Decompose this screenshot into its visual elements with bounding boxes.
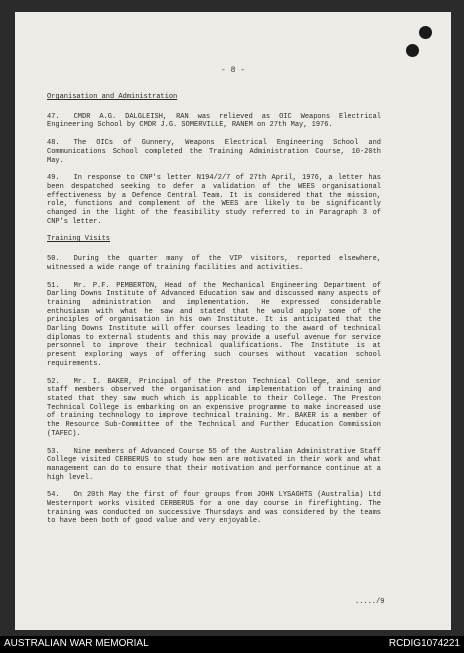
punch-hole [406,44,419,57]
section-heading: Organisation and Administration [47,93,178,101]
paragraph-number: 47. [47,112,60,121]
paragraph-number: 49. [47,174,60,183]
paragraph [47,282,381,369]
document-page [15,12,451,630]
paragraph-text: On 20th May the first of four groups from JOHN LYSAGHTS (Australia) Ltd Westernport works visited CERBERUS for a one day course in firefighting. The training was conducted on successive Thursdays and was considered by the teams to have been both of good value and very enjoyable. [47,491,381,526]
paragraph-text: Nine members of Advanced Course 55 of the Australian Administrative Staff College visited CERBERUS to study how men are motivated in their work and what management can do to ensure that their motivation and performance continue at a high level. [47,447,381,482]
paragraph-text: Mr. I. BAKER, Principal of the Preston Technical College, and senior staff members observed the organisation and implementation of training and stated that they saw much which is applicable to their College. The Preston Technical College is embarking on an expensive programme to make increased use of training technology to improve technical training. Mr. BAKER is a member of the Resource Sub-Committee of the Technical and Further Education Commission (TAFEC). [47,377,381,438]
paragraph [47,174,381,226]
paragraph [47,139,381,165]
paragraph-text: In response to CNP's letter N194/2/7 of 27th April, 1976, a letter has been despatched seeking to defer a validation of the WEES organisational effectiveness by a Defence Central Team. It is considered that the mission, role, functions and complement of the WEES are likely to be significantly changed in the light of the feasibility study referred to in Paragraph 3 of CNP's letter. [47,174,381,226]
paragraph [47,255,381,272]
archive-footer [0,636,464,653]
paragraph [47,491,381,526]
paragraph-text: During the quarter many of the VIP visitors, reported elsewhere, witnessed a wide range of training facilities and activities. [47,255,381,272]
paragraph-number: 53. [47,447,60,456]
footer-record-id: RCDIG1074221 [388,638,460,649]
continued-marker: ...../9 [355,598,385,606]
paragraph [47,448,381,483]
paragraph-text: CMDR A.G. DALGLEISH, RAN was relieved as OIC Weapons Electrical Engineering School by CMDR J.G. SOMERVILLE, RANEM on 27th May, 1976. [47,112,381,130]
paragraph-text: Mr. P.F. PEMBERTON, Head of the Mechanical Engineering Department of Darling Downs Institute of Advanced Education saw and discussed many aspects of training administration and implementation. He expressed considerable enthusiasm with what he saw and stated that he would apply some of the principles of organisation in his own Institute. It is anticipated that the Darling Downs Institute will offer courses leading to the award of technical diplomas to external students and this may provide a useful avenue for service personnel to improve their technical qualifications. The Institute is at present exploring ways of offering such courses without vacation school requirements. [47,281,381,368]
page-number: - 8 - [220,66,245,75]
document-body [47,90,381,535]
paragraph-number: 54. [47,491,60,500]
punch-hole [419,26,432,39]
paragraph-number: 48. [47,139,60,148]
footer-source: AUSTRALIAN WAR MEMORIAL [4,638,149,649]
paragraph-number: 51. [47,281,60,290]
paragraph [47,113,381,130]
section-heading: Training Visits [47,235,111,244]
paragraph-text: The OICs of Gunnery, Weapons Electrical Engineering School and Communications School completed the Training Administration Course, 10-20th May. [47,139,381,165]
paragraph-number: 52. [47,377,60,386]
paragraph [47,378,381,439]
paragraph-number: 50. [47,255,60,264]
